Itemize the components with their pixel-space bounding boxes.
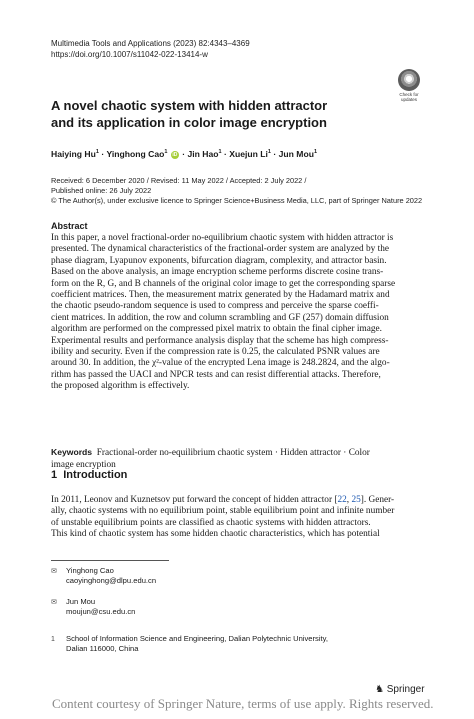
intro-text: ,	[346, 495, 352, 505]
abstract-line: ibility and security. Even if the compression rate is 0.25, the calculated PSNR values are	[51, 347, 380, 358]
author-name[interactable]: Yinghong Cao	[106, 149, 165, 159]
section-heading	[51, 469, 127, 481]
abstract-line: the proposed algorithm is effectively.	[51, 381, 190, 392]
copyright-line: © The Author(s), under exclusive licence to Springer Science+Business Media, LLC, part of Springer Nature 2022	[51, 196, 423, 205]
title-line2: and its application in color image encryption	[51, 115, 327, 130]
publisher-logo	[375, 684, 425, 695]
keywords-line2: image encryption	[51, 459, 116, 470]
contact-author-1	[51, 566, 156, 586]
courtesy-notice: Content courtesy of Springer Nature, terms of use apply. Rights reserved.	[52, 696, 434, 711]
contact-author-2	[51, 597, 135, 617]
abstract-line: phase diagram, Lyapunov exponents, bifurcation diagram, complexity, and attractor basin.	[51, 255, 387, 266]
abstract-line: coefficient matrices. Then, the measurement matrix generated by the Hadamard matrix and	[51, 290, 390, 301]
intro-line1	[51, 495, 426, 506]
author-separator: ·	[182, 149, 186, 159]
author-name[interactable]: Jun Mou	[278, 149, 314, 159]
badge-label-line2: updates	[400, 97, 417, 102]
section-number: 1	[51, 469, 58, 481]
paper-title	[51, 97, 351, 131]
check-updates-badge[interactable]	[394, 69, 424, 102]
author-affiliation: 1	[164, 149, 168, 156]
intro-line3: of unstable equilibrium points are classified as chaotic systems with hidden attractors.	[51, 517, 371, 528]
abstract-line: Experimental results and performance analysis display that the scheme has high compress-	[51, 335, 389, 346]
author-separator: ·	[273, 149, 277, 159]
abstract-line: form on the R, G, and B channels of the original color image to get the corresponding sparse	[51, 278, 396, 289]
author-name[interactable]: Xuejun Li	[229, 149, 268, 159]
author-name[interactable]: Haiying Hu	[51, 149, 96, 159]
abstract-heading: Abstract	[51, 221, 88, 231]
citation-link[interactable]: 22	[337, 495, 347, 505]
contact-email[interactable]: moujun@csu.edu.cn	[66, 607, 136, 616]
orcid-icon[interactable]: iD	[172, 152, 178, 158]
abstract-line: In this paper, a novel fractional-order no-equilibrium chaotic system with hidden attractor is	[51, 233, 394, 243]
abstract-line: algorithm are performed on the compressed pixel matrix to obtain the final cipher image.	[51, 324, 382, 335]
abstract-line: Based on the above analysis, an image encryption scheme performs discrete cosine trans-	[51, 267, 384, 278]
author-affiliation: 1	[218, 149, 222, 156]
keywords-line1: Fractional-order no-equilibrium chaotic system · Hidden attractor · Color	[96, 448, 370, 458]
author-affiliation: 1	[95, 149, 99, 156]
author-affiliation: 1	[267, 149, 271, 156]
intro-line2: ally, chaotic systems with no equilibrium point, stable equilibrium point and infinite number	[51, 506, 395, 517]
badge-label-line1: Check for	[399, 92, 419, 97]
intro-paragraph	[51, 495, 426, 541]
author-list	[51, 149, 317, 159]
keywords	[51, 447, 426, 471]
intro-text: ]. Gener-	[360, 495, 395, 505]
abstract-line: the chaotic pseudo-random sequence is used to compress and perceive the sparse coeffi-	[51, 301, 379, 312]
envelope-icon: ✉	[51, 599, 57, 606]
contact-name: Jun Mou	[66, 597, 96, 606]
section-title: Introduction	[63, 469, 128, 481]
intro-text: In 2011, Leonov and Kuznetsov put forward the concept of hidden attractor [	[51, 495, 338, 505]
author-separator: ·	[223, 149, 227, 159]
author-name[interactable]: Jin Hao	[187, 149, 219, 159]
keywords-label: Keywords	[51, 447, 93, 457]
abstract-body	[51, 233, 426, 393]
author-affiliation: 1	[313, 149, 318, 156]
journal-citation: Multimedia Tools and Applications (2023) 82:4343–4369	[51, 39, 250, 48]
abstract-line: presented. The dynamical characteristics of the fractional-order system are analyzed by the	[51, 244, 389, 255]
affiliation-footnote	[51, 634, 328, 654]
abstract-line: cient matrices. In addition, the row and column scrambling and GF (257) domain diffusion	[51, 312, 389, 323]
citation-link[interactable]: 25	[351, 495, 361, 505]
abstract-line: rithm has passed the UACI and NPCR tests and can resist differential attacks. Therefore,	[51, 369, 381, 380]
dates-line1: Received: 6 December 2020 / Revised: 11 May 2022 / Accepted: 2 July 2022 /	[51, 176, 307, 185]
springer-horse-icon: ♞	[375, 684, 384, 695]
check-updates-icon	[398, 69, 420, 91]
abstract-line: around 30. In addition, the χ²-value of the encrypted Lena image is 248.2824, and the algo-	[51, 358, 390, 369]
affiliation-line1: School of Information Science and Engineering, Dalian Polytechnic University,	[66, 634, 328, 643]
contact-email[interactable]: caoyinghong@dlpu.edu.cn	[66, 576, 157, 585]
dates-line2: Published online: 26 July 2022	[51, 186, 152, 195]
journal-header	[51, 38, 250, 60]
affiliation-line2: Dalian 116000, China	[66, 644, 139, 653]
contact-name: Yinghong Cao	[66, 566, 114, 575]
title-line1: A novel chaotic system with hidden attractor	[51, 98, 328, 113]
publication-dates	[51, 176, 422, 206]
intro-line4: This kind of chaotic system has some hidden chaotic characteristics, which has potential	[51, 529, 380, 540]
envelope-icon: ✉	[51, 568, 57, 575]
publisher-name: Springer	[386, 684, 425, 695]
footnote-divider	[51, 560, 169, 561]
doi-link[interactable]: https://doi.org/10.1007/s11042-022-13414-w	[51, 50, 208, 59]
author-separator: ·	[101, 149, 105, 159]
affiliation-number: 1	[51, 636, 55, 643]
